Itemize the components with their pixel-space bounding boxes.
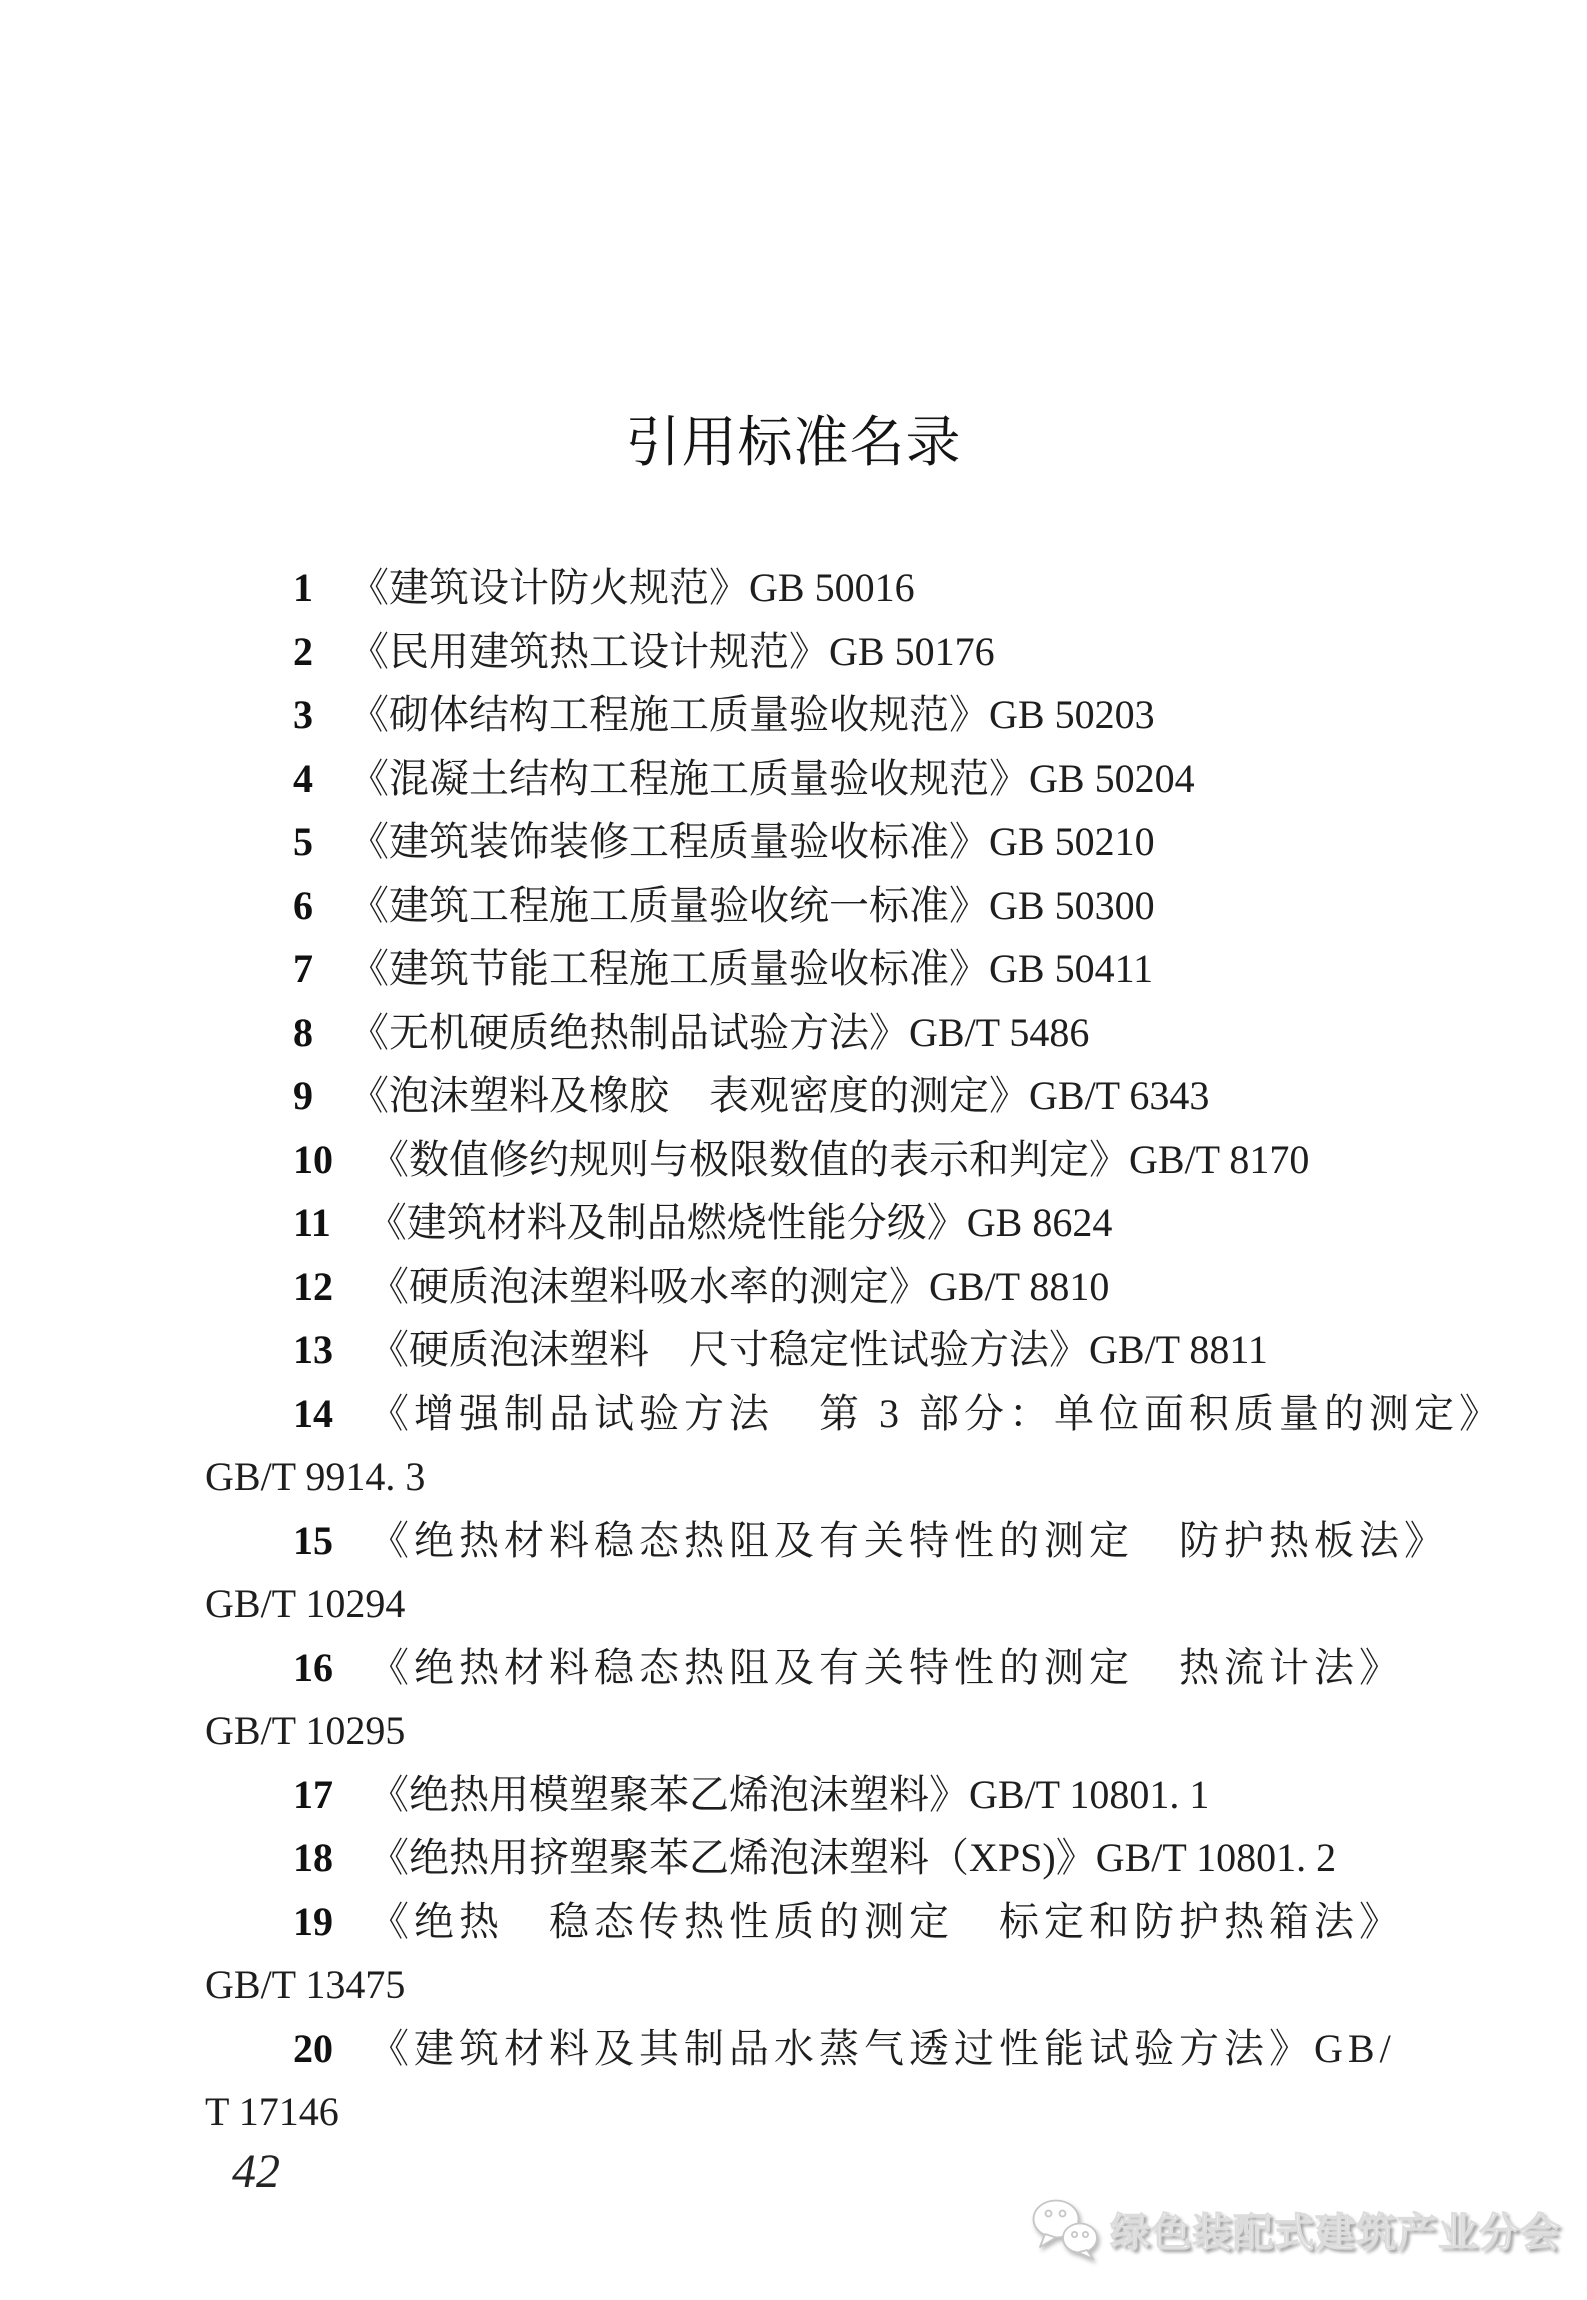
list-item [205, 937, 1550, 1001]
item-text: 《绝热材料稳态热阻及有关特性的测定 防护热板法》 [369, 1517, 1449, 1563]
item-number: 20 [293, 2025, 333, 2071]
item-number: 17 [293, 1771, 333, 1817]
item-text: 《民用建筑热工设计规范》GB 50176 [349, 628, 995, 674]
item-number: 9 [293, 1073, 313, 1118]
item-number: 12 [293, 1263, 333, 1309]
item-text: 《建筑设计防火规范》GB 50016 [349, 565, 915, 610]
list-item [205, 874, 1550, 938]
item-text: 《硬质泡沫塑料 尺寸稳定性试验方法》GB/T 8811 [369, 1327, 1268, 1372]
list-item [205, 1890, 1550, 1954]
footer-brand-text: 绿色装配式建筑产业分会 [1110, 2210, 1561, 2255]
list-item [205, 556, 1550, 620]
item-text: 《绝热 稳态传热性质的测定 标定和防护热箱法》 [369, 1898, 1404, 1944]
item-text: 《绝热用模塑聚苯乙烯泡沫塑料》GB/T 10801. 1 [369, 1771, 1210, 1817]
item-text: 《无机硬质绝热制品试验方法》GB/T 5486 [349, 1009, 1090, 1055]
item-continuation: GB/T 9914. 3 [205, 1454, 426, 1499]
item-number: 8 [293, 1009, 313, 1055]
item-number: 6 [293, 882, 313, 928]
wechat-icon [1030, 2198, 1100, 2260]
item-number: 4 [293, 755, 313, 801]
list-item [205, 1636, 1550, 1700]
item-number: 18 [293, 1835, 333, 1880]
item-number: 11 [293, 1200, 331, 1245]
item-text: 《建筑材料及其制品水蒸气透过性能试验方法》GB/ [369, 2025, 1396, 2071]
item-number: 3 [293, 692, 313, 737]
item-text: 《数值修约规则与极限数值的表示和判定》GB/T 8170 [369, 1136, 1310, 1182]
list-item [205, 810, 1550, 874]
item-number: 14 [293, 1390, 333, 1436]
item-text: 《建筑材料及制品燃烧性能分级》GB 8624 [366, 1200, 1113, 1245]
page-number: 42 [232, 2145, 280, 2198]
item-continuation: GB/T 13475 [205, 1962, 406, 2007]
list-item [205, 1509, 1550, 1573]
list-item [205, 1191, 1550, 1255]
item-continuation: GB/T 10294 [205, 1581, 406, 1626]
item-text: 《砌体结构工程施工质量验收规范》GB 50203 [349, 692, 1155, 737]
item-number: 5 [293, 819, 313, 864]
item-text: 《混凝土结构工程施工质量验收规范》GB 50204 [349, 755, 1195, 801]
item-text: 《绝热用挤塑聚苯乙烯泡沫塑料（XPS)》GB/T 10801. 2 [369, 1835, 1337, 1880]
item-text: 《建筑装饰装修工程质量验收标准》GB 50210 [349, 819, 1155, 864]
item-number: 16 [293, 1644, 333, 1690]
item-text: 《泡沫塑料及橡胶 表观密度的测定》GB/T 6343 [349, 1073, 1210, 1118]
list-item [205, 1382, 1550, 1446]
list-item [205, 1318, 1550, 1382]
list-item [205, 620, 1550, 684]
item-number: 10 [293, 1136, 333, 1182]
item-number: 1 [293, 565, 313, 610]
item-text: 《硬质泡沫塑料吸水率的测定》GB/T 8810 [369, 1263, 1110, 1309]
item-number: 15 [293, 1517, 333, 1563]
list-item [205, 1826, 1550, 1890]
footer-watermark [1030, 2198, 1561, 2260]
item-text: 《建筑工程施工质量验收统一标准》GB 50300 [349, 882, 1155, 928]
item-continuation: GB/T 10295 [205, 1708, 406, 1753]
list-item [205, 1763, 1550, 1827]
item-number: 19 [293, 1898, 333, 1944]
list-item [205, 2017, 1550, 2081]
list-item [205, 747, 1550, 811]
page-title: 引用标准名录 [625, 412, 962, 473]
item-text: 《增强制品试验方法 第 3 部分：单位面积质量的测定》 [369, 1390, 1504, 1436]
list-item [205, 1064, 1550, 1128]
item-text: 《建筑节能工程施工质量验收标准》GB 50411 [349, 946, 1154, 991]
item-number: 7 [293, 946, 313, 991]
reference-list [205, 556, 1550, 2144]
item-number: 13 [293, 1327, 333, 1372]
item-number: 2 [293, 628, 313, 674]
list-item [205, 1128, 1550, 1192]
list-item [205, 683, 1550, 747]
list-item [205, 1255, 1550, 1319]
item-text: 《绝热材料稳态热阻及有关特性的测定 热流计法》 [369, 1644, 1404, 1690]
list-item [205, 1001, 1550, 1065]
item-continuation: T 17146 [205, 2089, 339, 2134]
